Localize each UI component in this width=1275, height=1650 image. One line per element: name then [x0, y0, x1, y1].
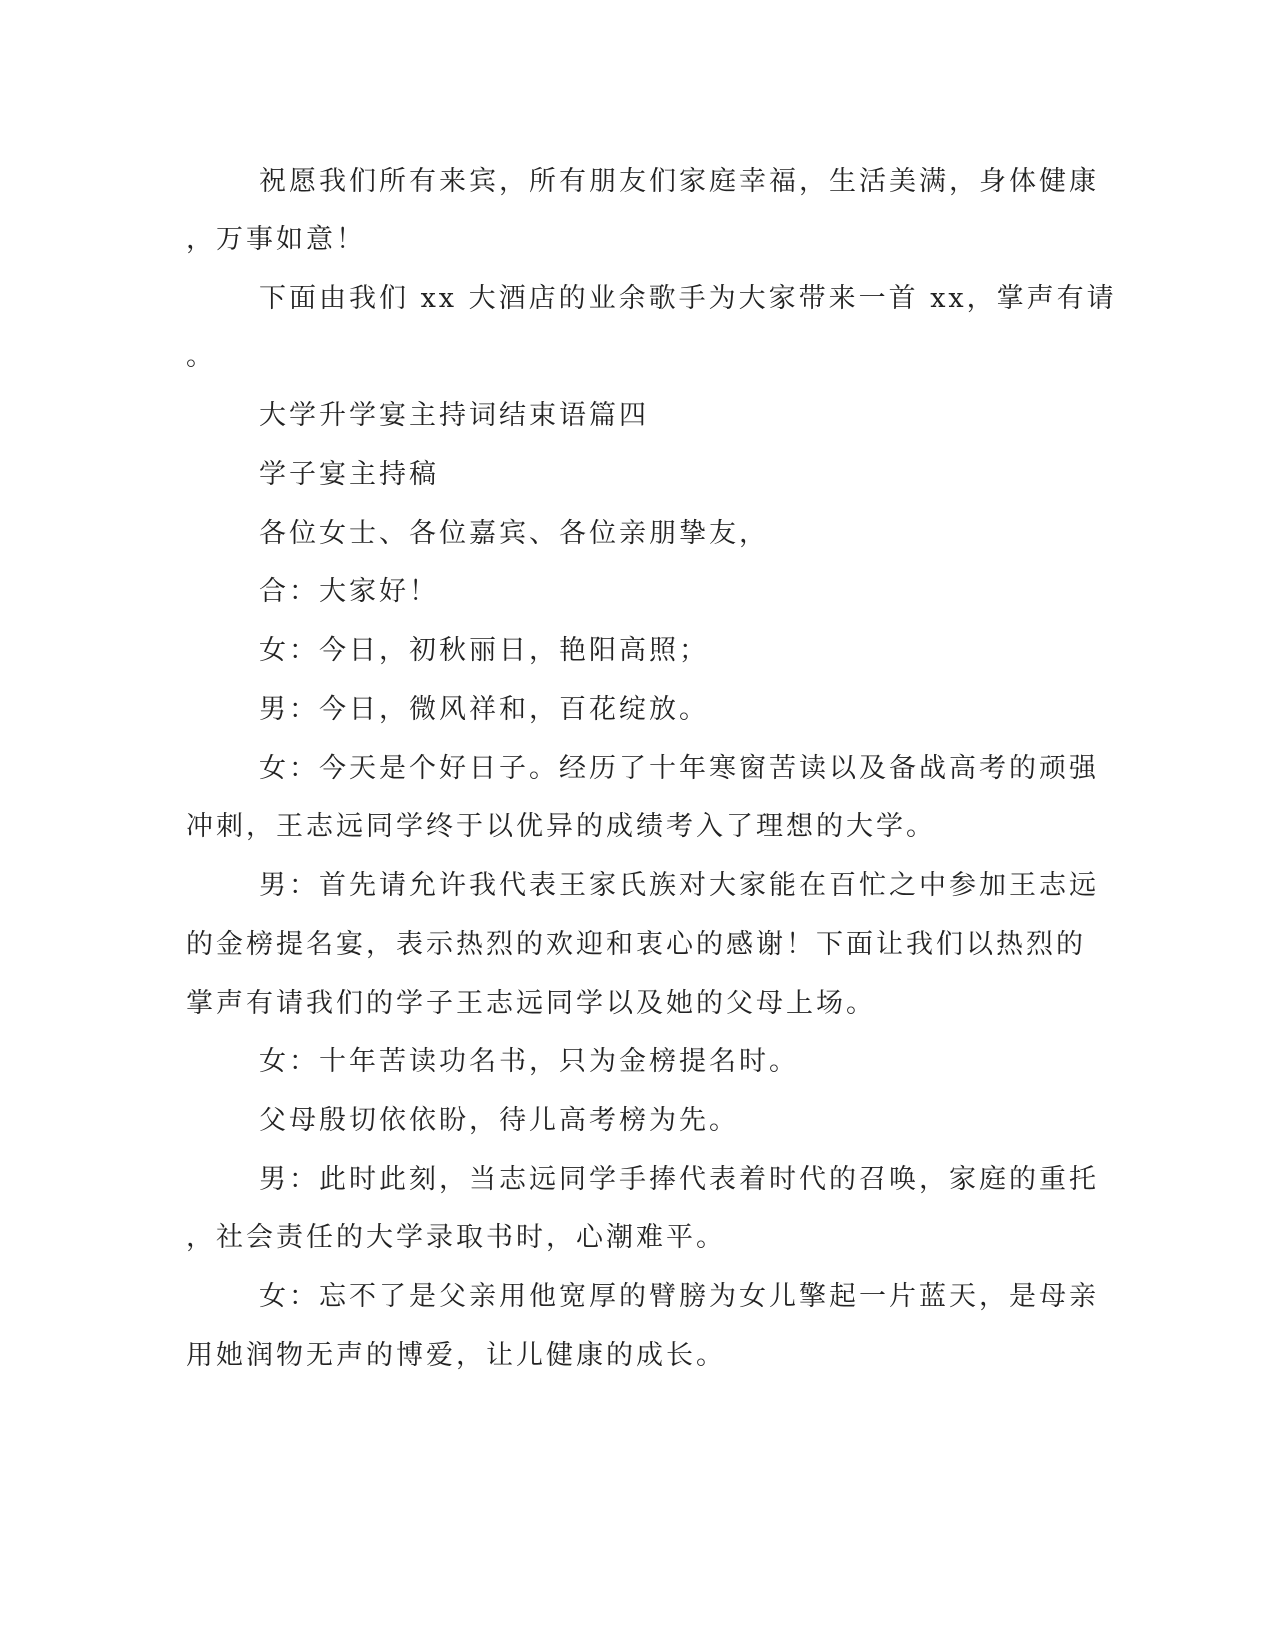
paragraph-line: 下面由我们 xx 大酒店的业余歌手为大家带来一首 xx，掌声有请 [259, 283, 1117, 314]
paragraph-line: ，万事如意！ [186, 224, 366, 255]
paragraph-line: 祝愿我们所有来宾，所有朋友们家庭幸福，生活美满，身体健康 [259, 166, 1099, 197]
paragraph-line: 的金榜提名宴，表示热烈的欢迎和衷心的感谢！下面让我们以热烈的 [186, 929, 1086, 960]
paragraph-line: 女：十年苦读功名书，只为金榜提名时。 [259, 1046, 799, 1077]
section-heading: 大学升学宴主持词结束语篇四 [259, 400, 649, 431]
subsection-heading: 学子宴主持稿 [259, 459, 439, 490]
paragraph-line: 冲刺，王志远同学终于以优异的成绩考入了理想的大学。 [186, 811, 936, 842]
paragraph-line: 男：今日，微风祥和，百花绽放。 [259, 694, 709, 725]
paragraph-line: 掌声有请我们的学子王志远同学以及她的父母上场。 [186, 988, 876, 1019]
paragraph-line: 女：今天是个好日子。经历了十年寒窗苦读以及备战高考的顽强 [259, 753, 1099, 784]
paragraph-line: 用她润物无声的博爱，让儿健康的成长。 [186, 1340, 726, 1371]
paragraph-line: 合：大家好！ [259, 576, 439, 607]
paragraph-line: 男：首先请允许我代表王家氏族对大家能在百忙之中参加王志远 [259, 870, 1099, 901]
paragraph-line: ，社会责任的大学录取书时，心潮难平。 [186, 1222, 726, 1253]
paragraph-line: 女：忘不了是父亲用他宽厚的臂膀为女儿擎起一片蓝天，是母亲 [259, 1281, 1099, 1312]
paragraph-line: 男：此时此刻，当志远同学手捧代表着时代的召唤，家庭的重托 [259, 1164, 1099, 1195]
paragraph-line: 父母殷切依依盼，待儿高考榜为先。 [259, 1105, 739, 1136]
paragraph-line: 各位女士、各位嘉宾、各位亲朋挚友， [259, 518, 769, 549]
paragraph-line: 。 [186, 341, 216, 372]
paragraph-line: 女：今日，初秋丽日，艳阳高照； [259, 635, 709, 666]
